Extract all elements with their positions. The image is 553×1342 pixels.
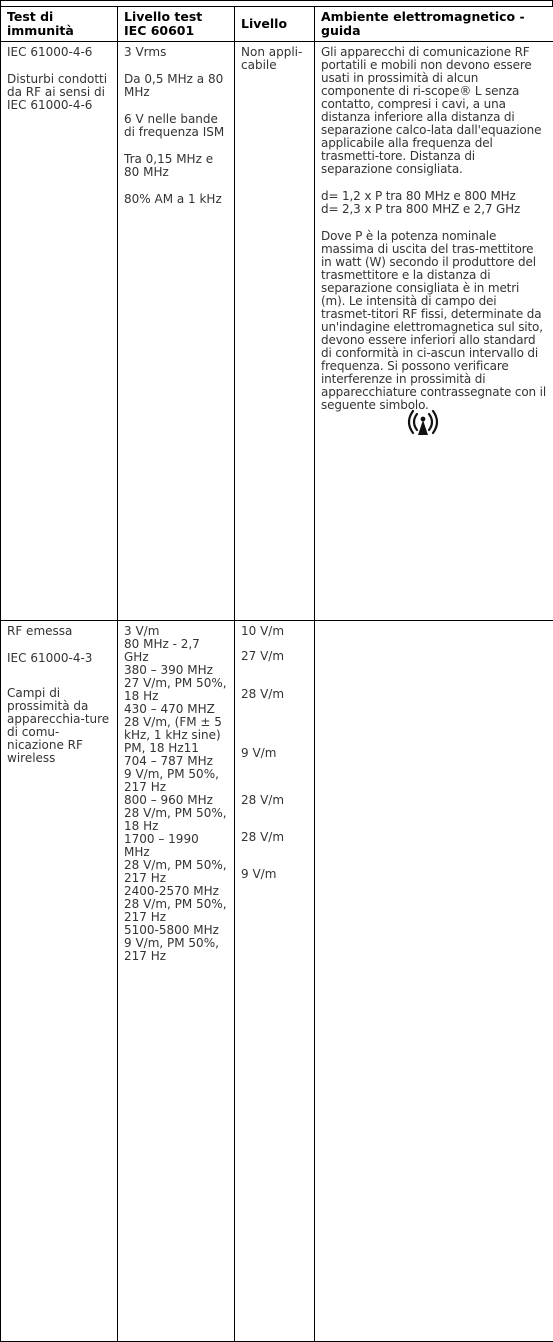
row1-level-cell [235,42,315,621]
row1-test-level-cell [118,42,235,621]
row2-level-value: 1700 – 1990 MHz [124,833,228,859]
row2-test-standard: IEC 61000-4-3 [7,652,111,665]
header-level: Livello [235,7,315,42]
header-test-level: Livello test IEC 60601 [118,7,235,42]
row1-test-description: Disturbi condotti da RF ai sensi di IEC 61000-4-6 [7,73,111,112]
row2-level-value: 28 V/m, PM 50%, 217 Hz [124,859,228,885]
row2-level-value: 27 V/m, PM 50%, 18 Hz [124,677,228,703]
row2-level-cell [235,621,315,1342]
row2-compliance-level: 28 V/m [241,831,308,844]
row1-guidance-cell [315,42,553,621]
row2-level-value: 2400-2570 MHz [124,885,228,898]
row1-compliance-level: Non appli-cabile [241,46,308,72]
emc-immunity-table [0,6,553,1342]
row1-level-value: Da 0,5 MHz a 80 MHz [124,73,228,99]
row2-compliance-level: 27 V/m [241,650,308,663]
row2-level-value: 704 – 787 MHz [124,755,228,768]
header-guidance: Ambiente elettromagnetico - guida [315,7,553,42]
row2-test-description: Campi di prossimità da apparecchia-ture di comu-nicazione RF wireless [7,687,111,765]
row1-level-value: 3 Vrms [124,46,228,59]
row2-level-value: 28 V/m, PM 50%, 18 Hz [124,807,228,833]
row2-level-value: PM, 18 Hz11 [124,742,228,755]
row2-compliance-level: 28 V/m [241,794,308,807]
row2-level-value: 3 V/m [124,625,228,638]
separation-formula: d= 2,3 x P tra 800 MHZ e 2,7 GHz [321,203,547,216]
table-header-row [1,7,553,42]
row1-level-value: Tra 0,15 MHz e 80 MHz [124,153,228,179]
table-row [1,42,553,621]
row2-level-value: 5100-5800 MHz [124,924,228,937]
row2-level-value: 28 V/m, PM 50%, 217 Hz [124,898,228,924]
row2-test-cell [1,621,118,1342]
non-ionizing-radiation-icon [405,410,441,436]
row1-test-cell [1,42,118,621]
header-test: Test di immunità [1,7,118,42]
row1-level-value: 6 V nelle bande di frequenza ISM [124,113,228,139]
row2-level-value: 9 V/m, PM 50%, 217 Hz [124,937,228,963]
row2-test-level-cell [118,621,235,1342]
row2-compliance-level: 28 V/m [241,688,308,701]
guidance-paragraph: Dove P è la potenza nominale massima di uscita del tras-mettitore in watt (W) secondo il produttore del trasmettitore e la distanza di separazione consigliata è in metri (m). Le intensità di campo dei trasmet-titori RF fissi, determinate da un'indagine elettromagnetica sul sito, devono essere inferiori allo standard di conformità in ci-ascun intervallo di frequenza. Si possono verificare interferenze in prossimità di apparecchiature contrassegnate con il seguente simbolo. [321,230,547,412]
separation-formula: d= 1,2 x P tra 80 MHz e 800 MHz [321,190,547,203]
row1-test-standard: IEC 61000-4-6 [7,46,111,59]
row2-level-value: 28 V/m, (FM ± 5 kHz, 1 kHz sine) [124,716,228,742]
table-row [1,621,553,1342]
guidance-paragraph: Gli apparecchi di comunicazione RF portatili e mobili non devono essere usati in prossimità di alcun componente di ri-scope® L senza contatto, compresi i cavi, a una distanza inferiore alla distanza di separazione calco-lata dall'equazione applicabile alla frequenza del trasmetti-tore. Distanza di separazione consigliata. [321,46,547,176]
row2-compliance-level: 10 V/m [241,625,308,638]
row2-level-value: 9 V/m, PM 50%, 217 Hz [124,768,228,794]
row1-level-value: 80% AM a 1 kHz [124,193,228,206]
row2-level-value: 800 – 960 MHz [124,794,228,807]
row2-compliance-level: 9 V/m [241,868,308,881]
row2-compliance-level: 9 V/m [241,747,308,760]
row2-level-value: 380 – 390 MHz [124,664,228,677]
row2-test-name: RF emessa [7,625,111,638]
row2-guidance-cell [315,621,553,1342]
row2-level-value: 430 – 470 MHZ [124,703,228,716]
row2-level-value: 80 MHz - 2,7 GHz [124,638,228,664]
